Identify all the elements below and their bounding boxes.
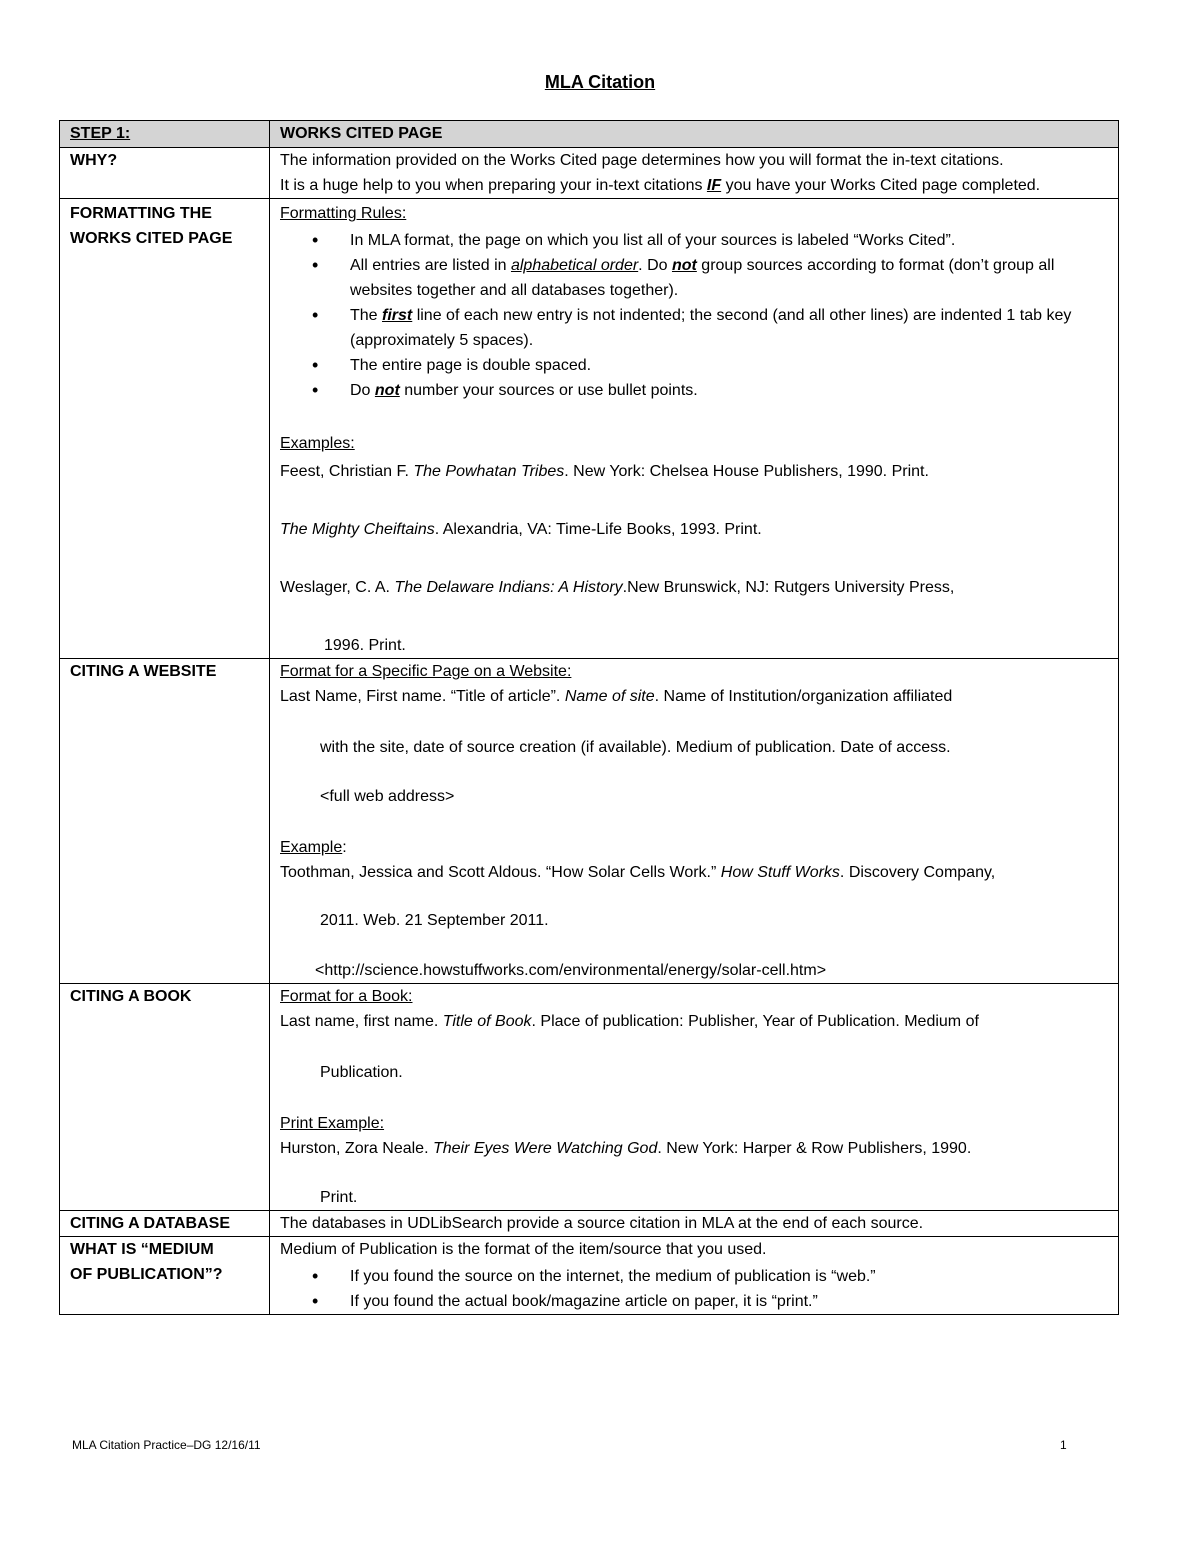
list-item: • In MLA format, the page on which you list all of your sources is labeled “Works Cited”. bbox=[350, 228, 1110, 253]
website-heading: Format for a Specific Page on a Website: bbox=[280, 663, 572, 680]
why-label: WHY? bbox=[60, 148, 270, 199]
why-line2: It is a huge help to you when preparing your in-text citations IF you have your Works Cited page completed. bbox=[280, 177, 1041, 194]
examples-heading: Examples: bbox=[280, 435, 355, 452]
book-example-cont: Print. bbox=[320, 1189, 358, 1206]
page-number: 1 bbox=[1060, 1438, 1067, 1452]
page-title: MLA Citation bbox=[544, 72, 656, 92]
topic-label: WORKS CITED PAGE bbox=[270, 121, 1119, 148]
why-row bbox=[60, 148, 1119, 199]
database-row bbox=[60, 1211, 1119, 1237]
why-content bbox=[270, 148, 1119, 199]
book-example-heading: Print Example: bbox=[280, 1115, 385, 1132]
list-item: • All entries are listed in alphabetical order. Do not group sources according to format (don’t group all websites together and all databases together). bbox=[350, 253, 1110, 303]
rules-list bbox=[280, 228, 1110, 403]
example-2: The Mighty Cheiftains. Alexandria, VA: Time-Life Books, 1993. Print. bbox=[280, 521, 762, 538]
book-row bbox=[60, 984, 1119, 1211]
why-line1: The information provided on the Works Cited page determines how you will format the in-text citations. bbox=[280, 152, 1004, 169]
mla-table bbox=[59, 120, 1119, 1315]
book-example: Hurston, Zora Neale. Their Eyes Were Watching God. New York: Harper & Row Publishers, 1990. bbox=[280, 1140, 972, 1157]
rules-heading: Formatting Rules: bbox=[280, 205, 407, 222]
website-example-addr: <http://science.howstuffworks.com/environmental/energy/solar-cell.htm> bbox=[315, 962, 827, 979]
formatting-content bbox=[270, 199, 1119, 659]
example-1: Feest, Christian F. The Powhatan Tribes. New York: Chelsea House Publishers, 1990. Print. bbox=[280, 463, 929, 480]
medium-list bbox=[280, 1264, 1110, 1314]
list-item: • The first line of each new entry is not indented; the second (and all other lines) are indented 1 tab key (approximately 5 spaces). bbox=[350, 303, 1110, 353]
book-label: CITING A BOOK bbox=[60, 984, 270, 1211]
website-content bbox=[270, 659, 1119, 984]
book-content bbox=[270, 984, 1119, 1211]
book-heading: Format for a Book: bbox=[280, 988, 413, 1005]
website-label: CITING A WEBSITE bbox=[60, 659, 270, 984]
footer-text: MLA Citation Practice–DG 12/16/11 bbox=[72, 1438, 261, 1452]
list-item: • The entire page is double spaced. bbox=[350, 353, 1110, 378]
list-item: • Do not number your sources or use bullet points. bbox=[350, 378, 1110, 403]
list-item: • If you found the actual book/magazine article on paper, it is “print.” bbox=[350, 1289, 1110, 1314]
book-format: Last name, first name. Title of Book. Place of publication: Publisher, Year of Publication. Medium of bbox=[280, 1013, 979, 1030]
website-format: Last Name, First name. “Title of article”. Name of site. Name of Institution/organization affiliated bbox=[280, 688, 953, 705]
step-text: STEP 1: bbox=[70, 125, 131, 142]
example-3: Weslager, C. A. The Delaware Indians: A History.New Brunswick, NJ: Rutgers University Press, bbox=[280, 579, 955, 596]
website-example-heading: Example: bbox=[280, 839, 347, 856]
medium-text: Medium of Publication is the format of the item/source that you used. bbox=[280, 1241, 767, 1258]
example-3-cont: 1996. Print. bbox=[324, 637, 406, 654]
medium-content bbox=[270, 1237, 1119, 1315]
formatting-label: FORMATTING THE WORKS CITED PAGE bbox=[60, 199, 270, 659]
formatting-row bbox=[60, 199, 1119, 659]
website-example-cont: 2011. Web. 21 September 2011. bbox=[320, 912, 549, 929]
website-format-cont: with the site, date of source creation (if available). Medium of publication. Date of access. bbox=[320, 739, 951, 756]
website-format-addr: <full web address> bbox=[320, 788, 455, 805]
website-example: Toothman, Jessica and Scott Aldous. “How Solar Cells Work.” How Stuff Works. Discovery Company, bbox=[280, 864, 996, 881]
list-item: • If you found the source on the internet, the medium of publication is “web.” bbox=[350, 1264, 1110, 1289]
database-label: CITING A DATABASE bbox=[60, 1211, 270, 1237]
table-header-row bbox=[60, 121, 1119, 148]
website-row bbox=[60, 659, 1119, 984]
medium-row bbox=[60, 1237, 1119, 1315]
book-format-cont: Publication. bbox=[320, 1064, 403, 1081]
medium-label: WHAT IS “MEDIUM OF PUBLICATION”? bbox=[60, 1237, 270, 1315]
database-content: The databases in UDLibSearch provide a source citation in MLA at the end of each source. bbox=[270, 1211, 1119, 1237]
step-label bbox=[60, 121, 270, 148]
